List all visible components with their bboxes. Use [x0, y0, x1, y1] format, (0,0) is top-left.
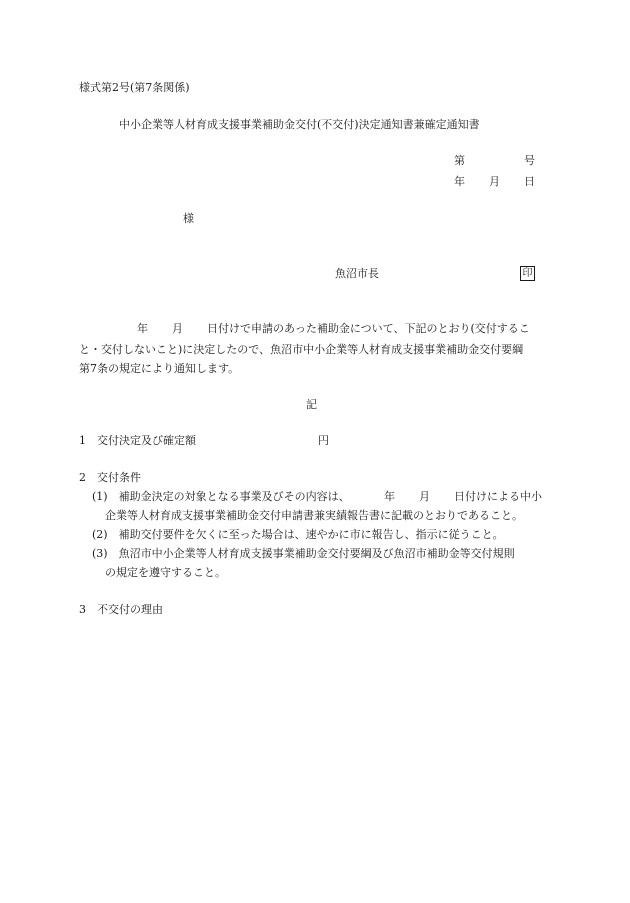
document-title: 中小企業等人材育成支援事業補助金交付(不交付)決定通知書兼確定通知書 — [119, 118, 480, 131]
ki-heading: 記 — [306, 398, 317, 411]
condition-1-month: 月 — [419, 490, 430, 503]
doc-number-go: 号 — [524, 154, 535, 167]
form-number: 様式第2号(第7条関係) — [79, 81, 190, 94]
body-line-1: 日付けで申請のあった補助金について、下記のとおり(交付するこ — [207, 322, 530, 335]
body-line-2: と・交付しないこと)に決定したので、魚沼市中小企業等人材育成支援事業補助金交付要綱 — [79, 343, 524, 356]
date-month: 月 — [489, 175, 500, 188]
section-3-label: 3 不交付の理由 — [79, 603, 163, 616]
section-1-label: 1 交付決定及び確定額 — [79, 434, 196, 447]
condition-3-line-1: (3) 魚沼市中小企業等人材育成支援事業補助金交付要綱及び魚沼市補助金等交付規則 — [92, 547, 515, 560]
condition-1-line-1b: 日付けによる中小 — [454, 490, 542, 503]
doc-number-dai: 第 — [454, 154, 465, 167]
condition-2: (2) 補助交付要件を欠くに至った場合は、速やかに市に報告し、指示に従うこと。 — [92, 528, 504, 541]
body-year: 年 — [137, 322, 148, 335]
condition-1-line-1: (1) 補助金決定の対象となる事業及びその内容は、 — [92, 490, 350, 503]
condition-3-line-2: の規定を遵守すること。 — [105, 566, 226, 579]
body-line-3: 第7条の規定により通知します。 — [79, 362, 240, 375]
sender-name: 魚沼市長 — [335, 267, 379, 280]
seal-box: 印 — [520, 266, 535, 281]
section-1-unit: 円 — [318, 434, 329, 447]
date-year: 年 — [454, 175, 465, 188]
date-day: 日 — [524, 175, 535, 188]
body-month: 月 — [172, 322, 183, 335]
addressee-suffix: 様 — [183, 212, 194, 225]
condition-1-year: 年 — [384, 490, 395, 503]
section-2-label: 2 交付条件 — [79, 471, 141, 484]
condition-1-line-2: 企業等人材育成支援事業補助金交付申請書兼実績報告書に記載のとおりであること。 — [105, 509, 523, 522]
